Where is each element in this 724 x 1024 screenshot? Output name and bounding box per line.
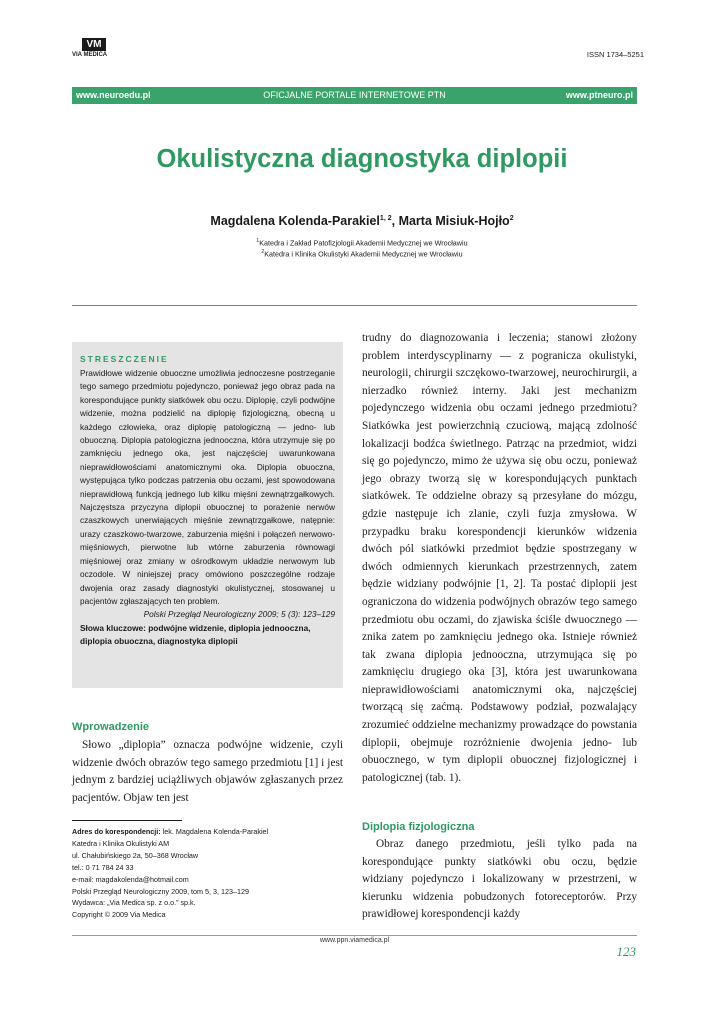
journal-reference: Polski Przegląd Neurologiczny 2009, tom 5, 3, 123–129 <box>72 886 249 896</box>
portal-bar-center: OFICJALNE PORTALE INTERNETOWE PTN <box>263 90 446 100</box>
affiliation-1-text: Katedra i Zakład Patofizjologii Akademii Medycznej we Wrocławiu <box>259 238 468 248</box>
portal-link-ptneuro[interactable]: www.ptneuro.pl <box>565 90 633 100</box>
correspondence-line-1 <box>72 826 343 838</box>
author-1-affiliation: 1, 2 <box>379 214 392 222</box>
article-title: Okulistyczna diagnostyka diplopii <box>156 145 568 173</box>
affiliation-2-number: 2 <box>261 249 265 255</box>
section-heading-physiological-diplopia: Diplopia fizjologiczna <box>362 821 475 833</box>
section-heading-introduction: Wprowadzenie <box>72 721 150 733</box>
author-separator: , <box>391 214 399 228</box>
footnote-divider <box>72 820 182 821</box>
author-1: Magdalena Kolenda-Parakiel <box>210 214 380 228</box>
abstract-body: Prawidłowe widzenie obuoczne umożliwia jednoczesne postrzeganie tego samego przedmiotu pojedynczo, ponieważ jego obraz pada na korespondujące punkty siatkówek obu oczu. Diplopię, czyli podwójne widzenie, można podzielić na diplopię fizjologiczną, obecną u każdego człowieka, oraz diplopię patologiczną — jedno- lub obuoczną. Diplopia patologiczna jednooczna, która utrzymuje się po zamknięciu jednego oka, jest najczęściej uwarunkowana nieprawidłowościami anatomicznymi oka. Diplopia obuoczna, występująca tylko podczas patrzenia obu oczami, jest spowodowana nieprawidłową funkcją jednego lub kilku mięśni zewnątrzgałkowych. Najczęstsza przyczyna diplopii obuocznej to porażenie nerwów czaszkowych unerwiających mięśnie zewnątrzgałkowe, natępnie: urazy czaszkowo-twarzowe, zaburzenia mięśni i połączeń nerwowo-mięśniowych, pierwotne lub wtórne zaburzenia równowagi mięśniowej oraz zmiany w ośrodkowym układzie nerwowym lub oczodole. W niniejszej pracy omówiono poszczególne rodzaje dwojenia oraz zasady diagnostyki okulistycznej, stosowanej u pacjentów zgłaszających ten problem. <box>80 368 335 606</box>
logo-text: VIA MEDICA <box>72 52 108 58</box>
abstract-box <box>72 342 343 688</box>
authors <box>72 214 652 228</box>
journal-url[interactable]: www.ppn.viamedica.pl <box>319 937 390 944</box>
copyright: Copyright © 2009 Via Medica <box>72 910 166 920</box>
title-divider <box>72 305 637 306</box>
portal-bar <box>72 87 637 104</box>
correspondence-label: Adres do korespondencji: <box>72 827 161 836</box>
correspondence-email[interactable]: e-mail: magdakolenda@hotmail.com <box>72 874 189 884</box>
correspondence-name: lek. Magdalena Kolenda-Parakiel <box>160 827 269 836</box>
author-2: Marta Misiuk-Hojło <box>398 214 510 228</box>
affiliation-1 <box>72 238 652 247</box>
publisher: Wydawca: „Via Medica sp. z o.o.” sp.k. <box>72 898 196 908</box>
correspondence-line-2: Katedra i Klinika Okulistyki AM <box>72 838 170 848</box>
page-number: 123 <box>616 944 636 959</box>
abstract-heading: STRESZCZENIE <box>80 354 169 364</box>
abstract-citation: Polski Przegląd Neurologiczny 2009; 5 (3): 123–129 <box>143 609 335 620</box>
correspondence-line-3: ul. Chałubińskiego 2a, 50–368 Wrocław <box>72 850 199 860</box>
publisher-logo <box>72 38 122 60</box>
right-column-text: trudny do diagnozowania i leczenia; stanowi złożony problem interdyscyplinarny — z pogranicza okulistyki, neurologii, chirurgii szczękowo-twarzowej, neurochirurgii, a nierzadko również interny. Jaki jest mechanizm pojedynczego widzenia obu oczami jednego przedmiotu? Siatkówka jest powierzchnią czuciową, mającą zdolność lokalizacji bodźca świetlnego. Patrząc na przedmiot, widzi się go pojedynczo, mimo że używa się obu oczu, ponieważ jego obrazy tworzą się w korespondujących punktach siatkówek. Te oddzielne obrazy są przesyłane do mózgu, gdzie następuje ich zlanie, czyli fuzja zmysłowa. W przypadku braku korespondencji kierunków widzenia dwóch pól siatkówki przedmiot będzie spostrzegany w dwóch odmiennych kierunkach przestrzennych, zatem będzie widziany podwójnie [1, 2]. Ta postać diplopii jest ograniczona do widzenia podwójnych obrazów tego samego przedmiotu obu oczami, do zjawiska ściśle dwuocznego — znika zatem po zamknięciu jednego oka. Istnieje również tak zwana diplopia jednooczna, utrzymująca się po zamknięciu drugiego oka [3], która jest uwarunkowana nieprawidłowościami anatomicznymi oka, najczęściej tworzącą się zaćmą. Podstawowy podział, pozwalający zrozumieć oddzielne mechanizmy prowadzące do powstania diplopii, obejmuje rozróżnienie dwojenia jedno- lub obuocznego, w tym diplopii obuocznej fizjologicznej i patologicznej (tab. 1). <box>362 332 637 784</box>
affiliation-2 <box>72 249 652 258</box>
footer-divider <box>72 935 637 936</box>
issn: ISSN 1734–5251 <box>586 50 644 59</box>
introduction-text: Słowo „diplopia” oznacza podwójne widzenie, czyli widzenie dwóch obrazów tego samego przedmiotu [1] i jest jednym z bardziej uciążliwych objawów zgłaszanych przez pacjentów. Objaw ten jest <box>72 739 343 804</box>
abstract-keywords: Słowa kluczowe: podwójne widzenie, diplopia jednooczna, diplopia obuoczna, diagnostyka diplopii <box>80 622 311 647</box>
affiliation-1-number: 1 <box>256 238 260 244</box>
physiological-diplopia-text: Obraz danego przedmiotu, jeśli tylko pada na korespondujące punkty siatkówki obu oczu, będzie widziany pojedynczo i lokalizowany w przestrzeni, w kierunku widzenia pobudzonych fotoreceptorów. Przy prawidłowej korespondencji każdy <box>362 838 637 921</box>
logo-mark: VM <box>82 38 106 51</box>
correspondence-block <box>72 826 343 921</box>
portal-link-neuroedu[interactable]: www.neuroedu.pl <box>76 90 151 100</box>
author-2-affiliation: 2 <box>509 214 514 222</box>
affiliation-2-text: Katedra i Klinika Okulistyki Akademii Medycznej we Wrocławiu <box>264 249 463 259</box>
correspondence-phone: tel.: 0 71 784 24 33 <box>72 862 134 872</box>
